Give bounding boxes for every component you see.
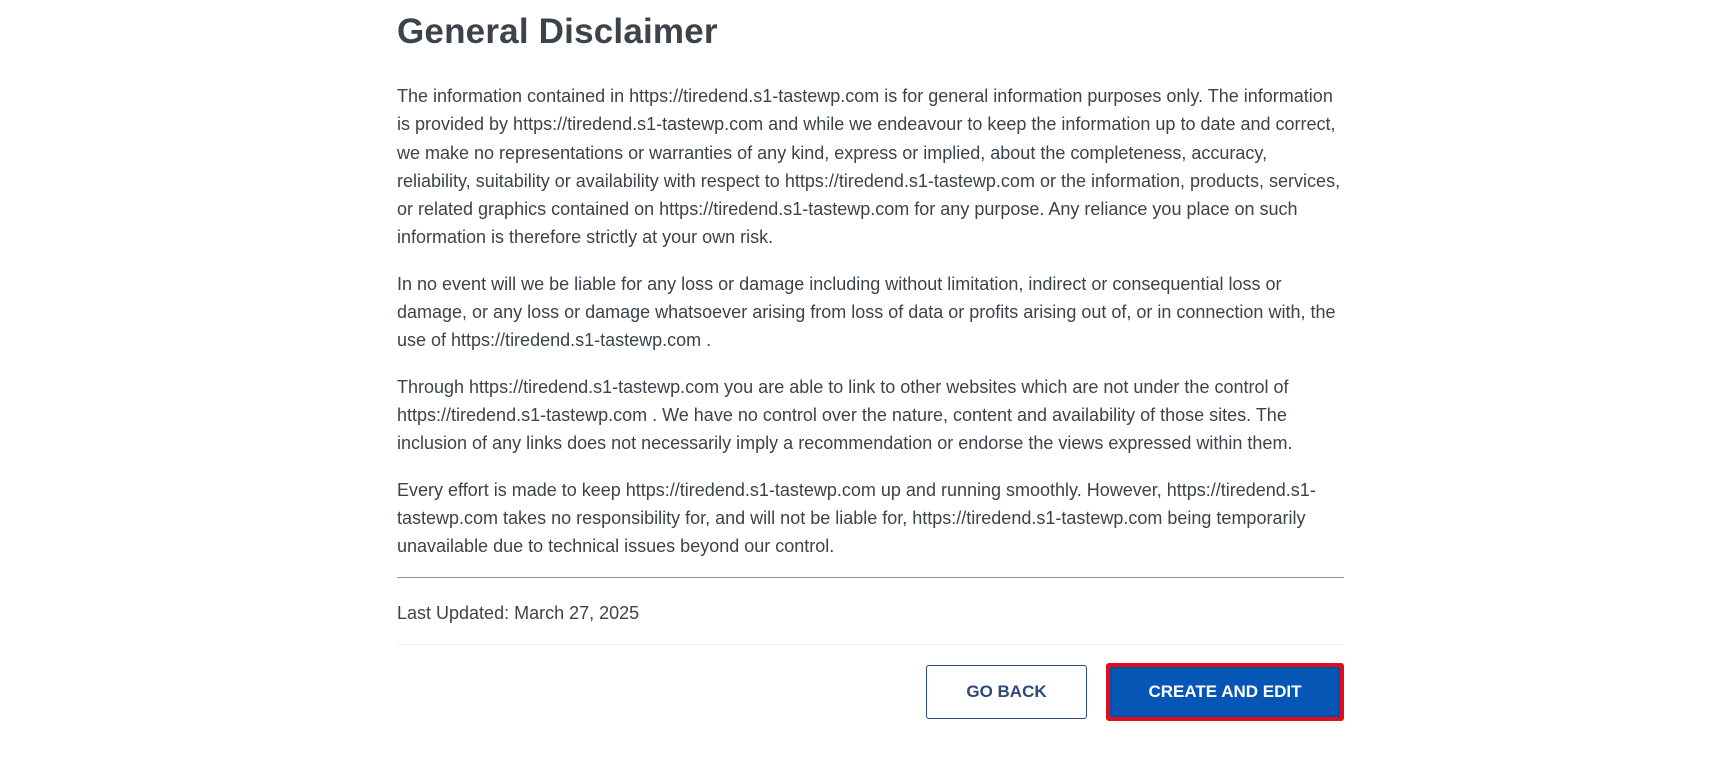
create-and-edit-button[interactable]: CREATE AND EDIT [1106, 663, 1344, 721]
disclaimer-body [397, 82, 1344, 578]
paragraph-liability: In no event will we be liable for any loss or damage including without limitation, indirect or consequential loss or damage, or any loss or damage whatsoever arising from loss of data or profits arising out of, or in connection with, the use of https://tiredend.s1-tastewp.com . [397, 273, 1336, 351]
paragraph-availability: Every effort is made to keep https://tiredend.s1-tastewp.com up and running smoothly. However, https://tiredend.s1-tastewp.com takes no responsibility for, and will not be liable for, https://tiredend.s1-tastewp.com being temporarily unavailable due to technical issues beyond our control. [397, 479, 1316, 557]
content-divider [397, 577, 1344, 578]
page-title: General Disclaimer [397, 12, 718, 51]
footer-divider [397, 644, 1344, 645]
last-updated-text: Last Updated: March 27, 2025 [397, 603, 640, 623]
paragraph-external-links: Through https://tiredend.s1-tastewp.com you are able to link to other websites which are not under the control of https://tiredend.s1-tastewp.com . We have no control over the nature, content and availability of those sites. The inclusion of any links does not necessarily imply a recommendation or endorse the views expressed within them. [397, 376, 1293, 454]
paragraph-information: The information contained in https://tiredend.s1-tastewp.com is for general information purposes only. The information is provided by https://tiredend.s1-tastewp.com and while we endeavour to keep the information up to date and correct, we make no representations or warranties of any kind, express or implied, about the completeness, accuracy, reliability, suitability or availability with respect to https://tiredend.s1-tastewp.com or the information, products, services, or related graphics contained on https://tiredend.s1-tastewp.com for any purpose. Any reliance you place on such information is therefore strictly at your own risk. [397, 86, 1341, 248]
go-back-button[interactable]: GO BACK [926, 665, 1087, 719]
